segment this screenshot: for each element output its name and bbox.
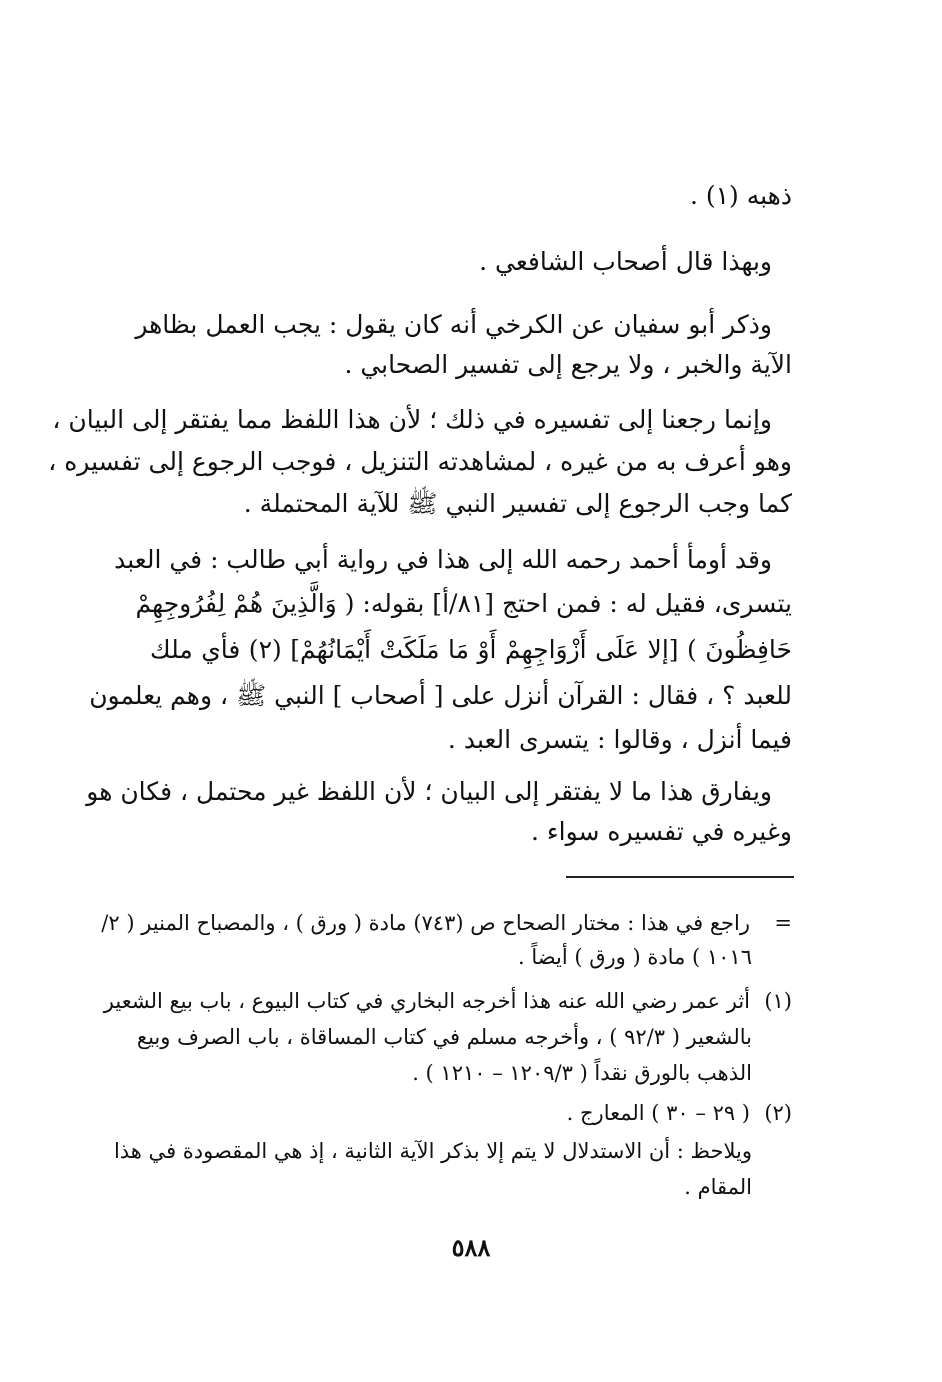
page-number: ٥٨٨: [451, 1233, 491, 1262]
footnote-text: الذهب بالورق نقداً ( ١٢٠٩/٣ – ١٢١٠ ) .: [412, 1061, 752, 1085]
footnote-text: المقام .: [684, 1175, 752, 1199]
body-line: الآية والخبر ، ولا يرجع إلى تفسير الصحابي .: [344, 350, 792, 379]
body-line: فيما أنزل ، وقالوا : يتسرى العبد .: [447, 725, 792, 754]
body-line: حَافِظُونَ ) [إلا عَلَى أَزْوَاجِهِمْ أَوْ مَا مَلَكَتْ أَيْمَانُهُمْ] (٢) فأي ملك: [150, 635, 792, 664]
footnote-1: [103, 984, 792, 1018]
footnote-separator: [566, 876, 794, 878]
footnote-continuation: [101, 906, 792, 940]
footnote-text: ١٠١٦ ) مادة ( ورق ) أيضاً .: [518, 945, 752, 969]
body-line: ويفارق هذا ما لا يفتقر إلى البيان ؛ لأن اللفظ غير محتمل ، فكان هو: [86, 777, 772, 806]
footnote-text: راجع في هذا : مختار الصحاح ص (٧٤٣) مادة ( ورق ) ، والمصباح المنير ( ٢/: [101, 911, 750, 935]
body-line: وذكر أبو سفيان عن الكرخي أنه كان يقول : يجب العمل بظاهر: [135, 310, 772, 339]
footnote-text: ويلاحظ : أن الاستدلال لا يتم إلا بذكر الآية الثانية ، إذ هي المقصودة في هذا: [113, 1139, 752, 1163]
footnote-mark: (١): [764, 989, 792, 1013]
footnote-2: [150, 1096, 792, 1130]
footnote-mark: =: [774, 911, 792, 935]
body-line: كما وجب الرجوع إلى تفسير النبي ﷺ للآية المحتملة .: [243, 489, 792, 518]
body-line: وإنما رجعنا إلى تفسيره في ذلك ؛ لأن هذا اللفظ مما يفتقر إلى البيان ،: [52, 405, 772, 434]
body-line: وبهذا قال أصحاب الشافعي .: [479, 247, 772, 276]
footnote-mark: (٢): [764, 1101, 792, 1125]
footnote-text: أثر عمر رضي الله عنه هذا أخرجه البخاري في كتاب البيوع ، باب بيع الشعير: [103, 989, 750, 1013]
body-line: وقد أومأ أحمد رحمه الله إلى هذا في رواية أبي طالب : في العبد: [114, 545, 772, 574]
body-line: وغيره في تفسيره سواء .: [530, 817, 792, 846]
footnote-text: بالشعير ( ٩٢/٣ ) ، وأخرجه مسلم في كتاب المساقاة ، باب الصرف وبيع: [136, 1025, 752, 1049]
body-line: للعبد ؟ ، فقال : القرآن أنزل على [ أصحاب ] النبي ﷺ ، وهم يعلمون: [89, 681, 792, 710]
body-line: وهو أعرف به من غيره ، لمشاهدته التنزيل ، فوجب الرجوع إلى تفسيره ،: [48, 447, 792, 476]
body-line: يتسرى، فقيل له : فمن احتج [٨١/أ] بقوله: ( وَالَّذِينَ هُمْ لِفُرُوجِهِمْ: [135, 589, 792, 618]
footnote-text: ( ٢٩ – ٣٠ ) المعارج .: [566, 1101, 750, 1125]
body-line: ذهبه (١) .: [689, 181, 792, 210]
